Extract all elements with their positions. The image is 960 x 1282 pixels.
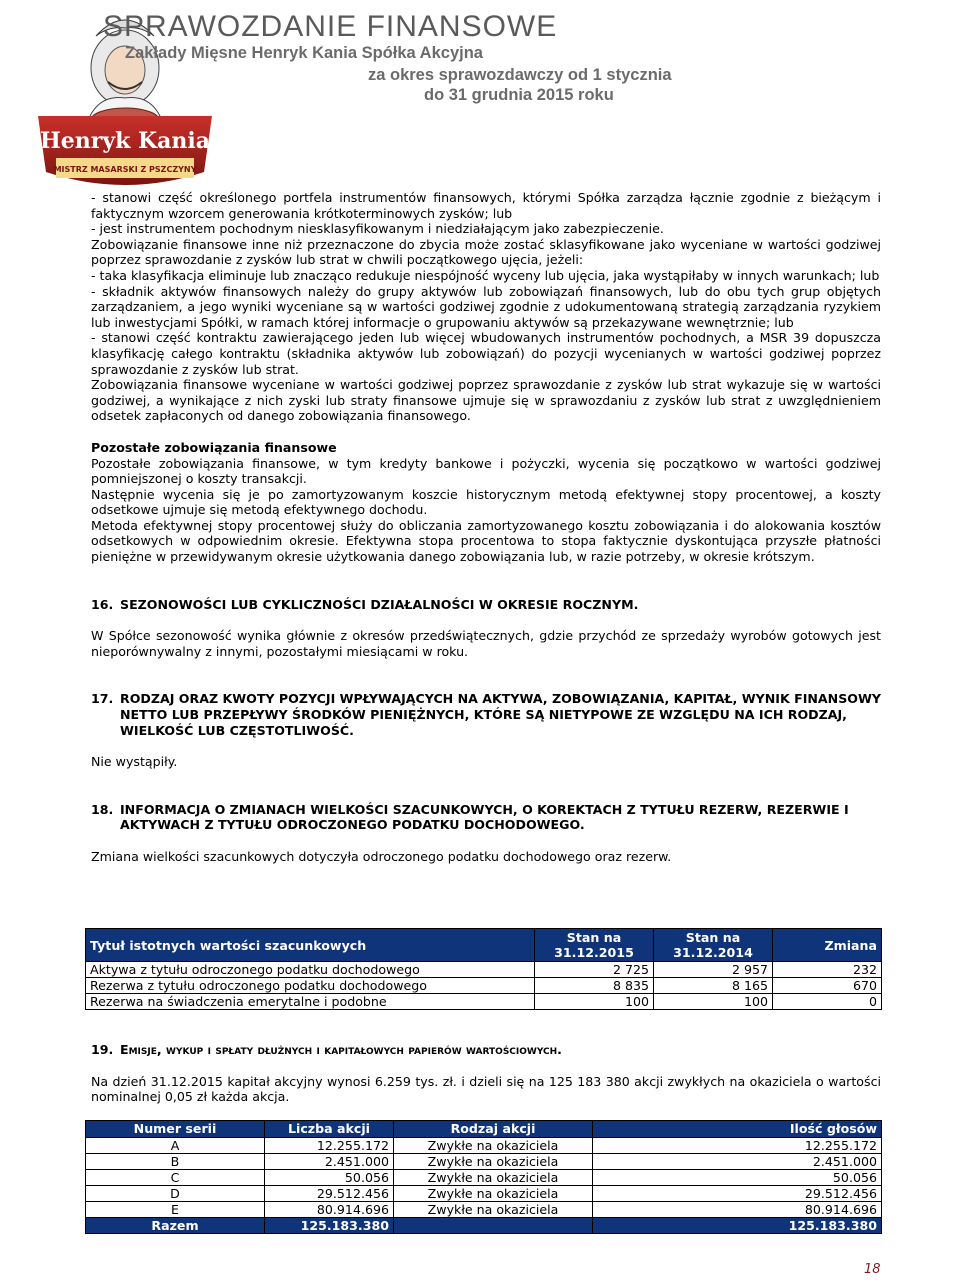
logo-subtext: MISTRZ MASARSKI Z PSZCZYNY: [53, 165, 197, 174]
table-cell: Zwykłe na okaziciela: [394, 1154, 593, 1170]
column-header: Ilość głosów: [593, 1121, 882, 1138]
table-cell: Zwykłe na okaziciela: [394, 1138, 593, 1154]
page-number: 18: [864, 1262, 881, 1277]
table-cell: Razem: [86, 1218, 265, 1234]
table-cell: Zwykłe na okaziciela: [394, 1170, 593, 1186]
paragraph: Następnie wycenia się je po zamortyzowanym koszcie historycznym metodą efektywnej stopy procentowej, a koszty odsetkowe ujmuje się metodą efektywnego dochodu.: [91, 486, 881, 518]
table-cell: Rezerwa z tytułu odroczonego podatku dochodowego: [86, 978, 535, 994]
column-header: Zmiana: [773, 929, 882, 962]
section-heading-17: [91, 691, 881, 738]
page-header: [0, 0, 960, 192]
table-cell: [394, 1218, 593, 1234]
table-cell: Aktywa z tytułu odroczonego podatku dochodowego: [86, 962, 535, 978]
paragraph: Nie wystąpiły.: [91, 754, 178, 770]
table-cell: Zwykłe na okaziciela: [394, 1202, 593, 1218]
report-title: SPRAWOZDANIE FINANSOWE: [103, 10, 558, 43]
section-heading-18: [91, 802, 881, 833]
section-number: 16.: [91, 596, 114, 612]
table-cell: 50.056: [265, 1170, 394, 1186]
table-row: [86, 1202, 882, 1218]
table-cell: B: [86, 1154, 265, 1170]
table-cell: 50.056: [593, 1170, 882, 1186]
section-title: INFORMACJA O ZMIANACH WIELKOŚCI SZACUNKOWYCH, O KOREKTACH Z TYTUŁU REZERW, REZERWIE I AKTYWACH Z TYTUŁU ODROCZONEGO PODATKU DOCHODOWEGO.: [120, 801, 849, 833]
period-line-1: za okres sprawozdawczy od 1 stycznia: [368, 66, 672, 84]
table-cell: 0: [773, 994, 882, 1010]
table-cell: Rezerwa na świadczenia emerytalne i podobne: [86, 994, 535, 1010]
table-cell: C: [86, 1170, 265, 1186]
table-cell: 12.255.172: [265, 1138, 394, 1154]
paragraph: Zobowiązanie finansowe inne niż przeznaczone do zbycia może zostać sklasyfikowane jako wyceniane w wartości godziwej poprzez sprawozdanie z zysków lub strat w chwili początkowego ujęcia, jeżeli:: [91, 236, 881, 268]
paragraph: Zmiana wielkości szacunkowych dotyczyła odroczonego podatku dochodowego oraz rezerw.: [91, 849, 672, 864]
paragraph: W Spółce sezonowość wynika głównie z okresów przedświątecznych, gdzie przychód ze sprzedaży wyrobów gotowych jest nieporównywalny z innymi, pozostałymi miesiącami w roku.: [91, 628, 881, 659]
section-19-block: [91, 1042, 881, 1105]
table-cell: 2 725: [535, 962, 654, 978]
table-cell: 8 165: [654, 978, 773, 994]
table-cell: 80.914.696: [265, 1202, 394, 1218]
table-cell: 100: [654, 994, 773, 1010]
table-header-row: [86, 1121, 882, 1138]
subheading: Pozostałe zobowiązania finansowe: [91, 439, 337, 455]
paragraph: - jest instrumentem pochodnym niesklasyfikowanym i niedziałającym jako zabezpieczenie.: [91, 221, 664, 237]
table-cell: 670: [773, 978, 882, 994]
table-cell: 29.512.456: [593, 1186, 882, 1202]
table-row: [86, 994, 882, 1010]
table-cell: 232: [773, 962, 882, 978]
table-row: [86, 1170, 882, 1186]
table-cell: A: [86, 1138, 265, 1154]
table-cell: 2.451.000: [265, 1154, 394, 1170]
table-cell: 2 957: [654, 962, 773, 978]
paragraph: Metoda efektywnej stopy procentowej służy do obliczania zamortyzowanego kosztu zobowiązania i do alokowania kosztów odsetkowych w odpowiednim okresie. Efektywna stopa procentowa to stopa faktycznie dyskontująca przyszłe płatności pieniężne w przewidywanym okresie użytkowania danego zobowiązania lub, w razie potrzeby, w okresie krótszym.: [91, 517, 881, 565]
section-number: 17.: [91, 691, 114, 707]
table-row: [86, 1186, 882, 1202]
table-cell: 125.183.380: [265, 1218, 394, 1234]
table-cell: 29.512.456: [265, 1186, 394, 1202]
table-total-row: [86, 1218, 882, 1234]
paragraph: - stanowi część kontraktu zawierającego jeden lub więcej wbudowanych instrumentów pochodnych, a MSR 39 dopuszcza klasyfikację całego kontraktu (składnika aktywów lub zobowiązań) do pozycji wycenianych w wartości godziwej poprzez sprawozdanie z zysków lub strat.: [91, 330, 881, 377]
table-row: [86, 962, 882, 978]
table-cell: 2.451.000: [593, 1154, 882, 1170]
section-number: 18.: [91, 801, 114, 817]
table-header-row: [86, 929, 882, 962]
company-name: Zakłady Mięsne Henryk Kania Spółka Akcyjna: [125, 44, 483, 62]
section-heading-16: [91, 597, 881, 613]
table-cell: 12.255.172: [593, 1138, 882, 1154]
table-row: [86, 1138, 882, 1154]
estimates-table: [85, 928, 882, 1010]
paragraph: - stanowi część określonego portfela instrumentów finansowych, którymi Spółka zarządza łącznie zgodnie z bieżącym i faktycznym wzorcem generowania krótkoterminowych zysków; lub: [91, 190, 881, 221]
table-row: [86, 1154, 882, 1170]
paragraph: Pozostałe zobowiązania finansowe, w tym kredyty bankowe i pożyczki, wycenia się początkowo w wartości godziwej pomniejszonej o koszty transakcji.: [91, 455, 881, 487]
shares-table: [85, 1120, 882, 1234]
table-cell: 80.914.696: [593, 1202, 882, 1218]
paragraph: - składnik aktywów finansowych należy do grupy aktywów lub zobowiązań finansowych, lub do obu tych grup objętych zarządzaniem, a jego wyniki wyceniane są w wartości godziwej zgodnie z udokumentowaną strategią zarządzania ryzykiem lub inwestycjami Spółki, w ramach której informacje o grupowaniu aktywów są przekazywane wewnętrznie; lub: [91, 283, 881, 330]
column-header: Stan na 31.12.2015: [535, 929, 654, 962]
column-header: Stan na 31.12.2014: [654, 929, 773, 962]
section-number: 19.: [91, 1042, 114, 1057]
period-line-2: do 31 grudnia 2015 roku: [424, 86, 614, 104]
table-row: [86, 978, 882, 994]
column-header: Rodzaj akcji: [394, 1121, 593, 1138]
section-title: Emisje, wykup i spłaty dłużnych i kapitałowych papierów wartościowych.: [120, 1042, 562, 1057]
table-cell: D: [86, 1186, 265, 1202]
paragraph: - taka klasyfikacja eliminuje lub znacząco redukuje niespójność wyceny lub ujęcia, jaka wystąpiłaby w innych warunkach; lub: [91, 267, 880, 283]
column-header: Tytuł istotnych wartości szacunkowych: [86, 929, 535, 962]
table-cell: E: [86, 1202, 265, 1218]
section-title: SEZONOWOŚCI LUB CYKLICZNOŚCI DZIAŁALNOŚCI W OKRESIE ROCZNYM.: [120, 596, 639, 612]
section-heading-19: [91, 1042, 881, 1058]
paragraph: Zobowiązania finansowe wyceniane w wartości godziwej poprzez sprawozdanie z zysków lub strat wykazuje się w wartości godziwej, a wynikające z nich zyski lub straty finansowe ujmuje się w sprawozdaniu z zysków lub strat z uwzględnieniem odsetek zapłaconych od danego zobowiązania finansowego.: [91, 377, 881, 424]
table-cell: 8 835: [535, 978, 654, 994]
section-title: RODZAJ ORAZ KWOTY POZYCJI WPŁYWAJĄCYCH NA AKTYWA, ZOBOWIĄZANIA, KAPITAŁ, WYNIK FINANSOWY NETTO LUB PRZEPŁYWY ŚRODKÓW PIENIĘŻNYCH, KTÓRE SĄ NIETYPOWE ZE WZGLĘDU NA ICH RODZAJ, WIELKOŚĆ LUB CZĘSTOTLIWOŚĆ.: [120, 691, 882, 738]
table-cell: 100: [535, 994, 654, 1010]
table-cell: 125.183.380: [593, 1218, 882, 1234]
column-header: Numer serii: [86, 1121, 265, 1138]
table-cell: Zwykłe na okaziciela: [394, 1186, 593, 1202]
paragraph: Na dzień 31.12.2015 kapitał akcyjny wynosi 6.259 tys. zł. i dzieli się na 125 183 380 akcji zwykłych na okaziciela o wartości nominalnej 0,05 zł każda akcja.: [91, 1073, 881, 1105]
logo-text: Henryk Kania: [39, 128, 211, 154]
document-body: [91, 190, 881, 865]
column-header: Liczba akcji: [265, 1121, 394, 1138]
